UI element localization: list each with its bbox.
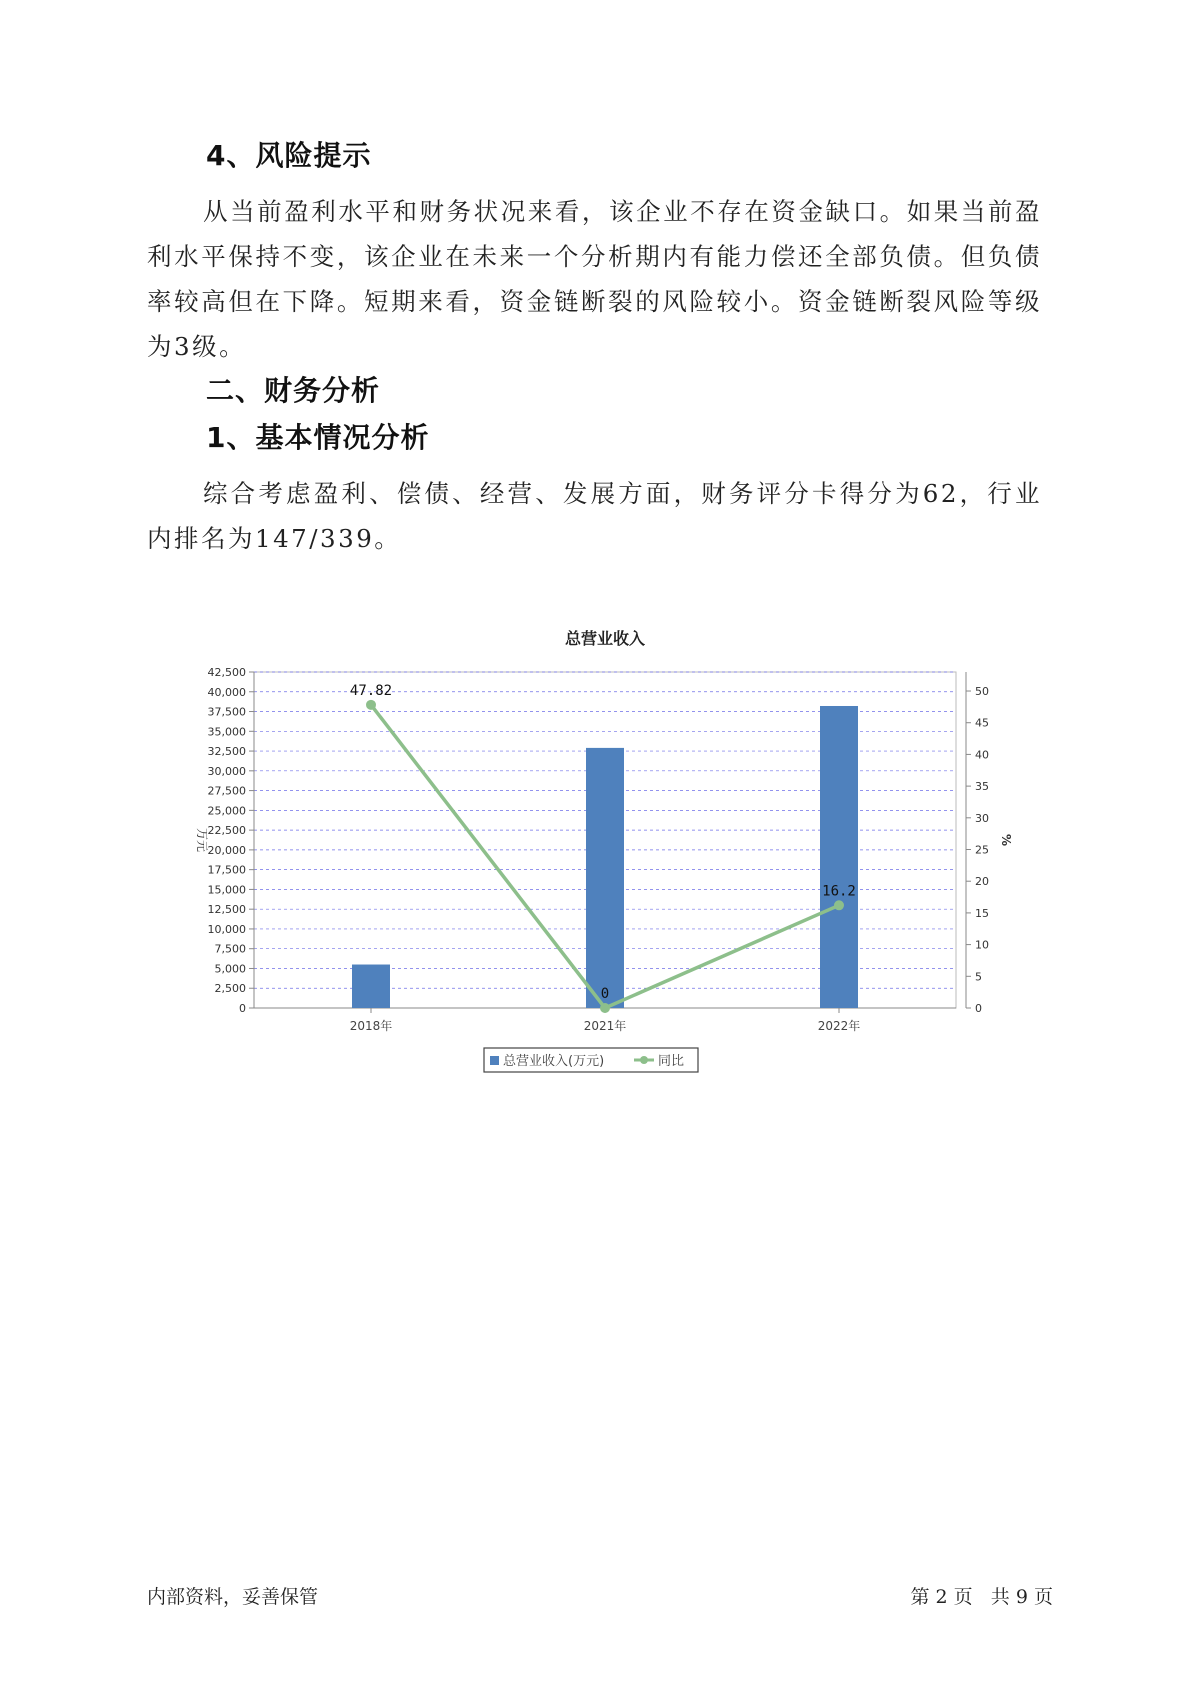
y-tick-label: 20,000 bbox=[207, 843, 246, 857]
footer-total-suffix: 页 bbox=[1033, 1586, 1053, 1608]
y-tick-label: 27,500 bbox=[207, 784, 246, 798]
y-tick-label: 10,000 bbox=[207, 922, 246, 936]
y-tick-label: 30,000 bbox=[207, 764, 246, 778]
y-tick-label: 42,500 bbox=[207, 666, 246, 679]
footer-total-prefix: 共 bbox=[990, 1586, 1010, 1608]
point-yoy bbox=[834, 900, 844, 910]
y2-tick-label: 45 bbox=[975, 716, 989, 730]
footer-page-mid: 页 bbox=[953, 1586, 973, 1608]
y2-tick-label: 25 bbox=[975, 843, 989, 857]
risk-heading: 4、风险提示 bbox=[206, 139, 372, 172]
y2-tick-label: 20 bbox=[975, 875, 989, 889]
x-tick-label: 2021年 bbox=[583, 1019, 627, 1033]
chart-title: 总营业收入 bbox=[564, 629, 646, 648]
y-tick-label: 40,000 bbox=[207, 685, 246, 699]
y2-tick-label: 15 bbox=[975, 906, 989, 920]
data-label-yoy: 0 bbox=[600, 986, 610, 1002]
y-tick-label: 22,500 bbox=[207, 824, 246, 838]
basic-analysis-heading: 1、基本情况分析 bbox=[206, 421, 430, 454]
bar-revenue bbox=[352, 965, 390, 1008]
y-tick-label: 25,000 bbox=[207, 804, 246, 818]
y-tick-label: 17,500 bbox=[207, 863, 246, 877]
y2-tick-label: 5 bbox=[975, 970, 982, 984]
y-tick-label: 2,500 bbox=[214, 982, 246, 996]
basic-analysis-paragraph: 综合考虑盈利、偿债、经营、发展方面，财务评分卡得分为62，行业内排名为147/339。 bbox=[147, 479, 1042, 553]
data-label-yoy: 47.82 bbox=[349, 682, 393, 699]
footer-page-prefix: 第 bbox=[910, 1586, 930, 1608]
y2-tick-label: 40 bbox=[975, 748, 989, 762]
footer-confidential: 内部资料，妥善保管 bbox=[147, 1586, 319, 1608]
y-tick-label: 15,000 bbox=[207, 883, 246, 897]
y2-tick-label: 0 bbox=[975, 1002, 982, 1015]
finance-heading: 二、财务分析 bbox=[206, 374, 381, 407]
legend-swatch-dot bbox=[640, 1056, 648, 1064]
y-tick-label: 7,500 bbox=[214, 942, 246, 956]
legend-label-revenue: 总营业收入(万元) bbox=[503, 1054, 605, 1069]
point-yoy bbox=[366, 700, 376, 710]
y-tick-label: 5,000 bbox=[214, 962, 246, 976]
x-tick-label: 2022年 bbox=[817, 1019, 861, 1033]
x-tick-label: 2018年 bbox=[349, 1019, 393, 1033]
y-tick-label: 35,000 bbox=[207, 725, 246, 739]
bar-revenue bbox=[820, 706, 858, 1008]
risk-paragraph: 从当前盈利水平和财务状况来看，该企业不存在资金缺口。如果当前盈利水平保持不变，该企业在未来一个分析期内有能力偿还全部负债。但负债率较高但在下降。短期来看，资金链断裂的风险较小。资金链断裂风险等级为3级。 bbox=[147, 197, 1042, 361]
revenue-chart bbox=[170, 620, 1013, 1080]
y2-tick-label: 50 bbox=[975, 685, 989, 699]
y2-tick-label: 35 bbox=[975, 780, 989, 794]
footer-page-num: 2 bbox=[935, 1586, 948, 1608]
data-label-yoy: 16.2 bbox=[822, 883, 856, 900]
y-tick-label: 12,500 bbox=[207, 903, 246, 917]
y-axis-label: 万元 bbox=[195, 827, 209, 853]
footer-page-number bbox=[910, 1582, 1053, 1609]
y2-tick-label: 10 bbox=[975, 938, 989, 952]
footer-total-num: 9 bbox=[1015, 1586, 1028, 1608]
bar-revenue bbox=[586, 748, 624, 1008]
point-yoy bbox=[600, 1003, 610, 1013]
y2-tick-label: 30 bbox=[975, 811, 989, 825]
legend-swatch-revenue bbox=[490, 1056, 499, 1065]
y-tick-label: 0 bbox=[239, 1002, 246, 1015]
y2-axis-label: % bbox=[999, 833, 1013, 847]
legend-label-yoy: 同比 bbox=[658, 1054, 685, 1069]
y-tick-label: 37,500 bbox=[207, 705, 246, 719]
y-tick-label: 32,500 bbox=[207, 745, 246, 759]
